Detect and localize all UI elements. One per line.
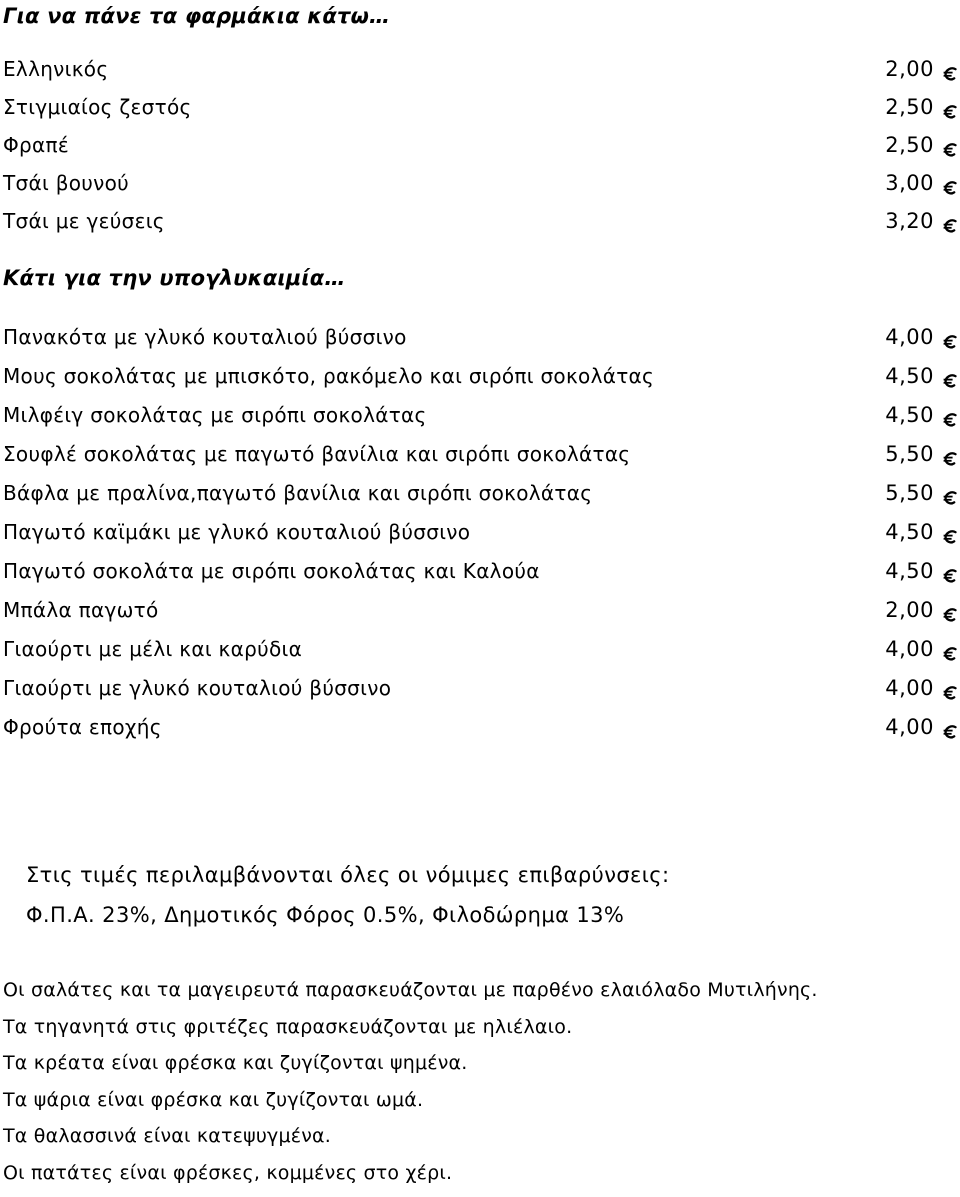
info-line: Οι πατάτες είναι φρέσκες, κομμένες στο χέρι.: [3, 1161, 453, 1184]
item-name: Παγωτό καϊμάκι με γλυκό κουταλιού βύσσινο: [3, 519, 471, 544]
menu-item: [3, 356, 957, 395]
item-price: [885, 520, 957, 544]
euro-icon: [943, 214, 957, 228]
item-price: [885, 95, 957, 119]
info-list: [3, 977, 818, 1197]
item-price: [885, 364, 957, 388]
euro-icon: [943, 369, 957, 383]
euro-icon: [943, 447, 957, 461]
euro-icon: [943, 100, 957, 114]
item-price: [885, 481, 957, 505]
info-line: Τα ψάρια είναι φρέσκα και ζυγίζονται ωμά.: [3, 1088, 424, 1111]
price-value: 4,50: [885, 363, 934, 388]
menu-item: [3, 126, 957, 164]
item-name: Στιγμιαίος ζεστός: [3, 95, 192, 119]
tax-note-line-2: Φ.Π.Α. 23%, Δημοτικός Φόρος 0.5%, Φιλοδώρημα 13%: [26, 903, 625, 927]
euro-icon: [943, 330, 957, 344]
price-value: 2,00: [885, 57, 934, 81]
info-line: Οι σαλάτες και τα μαγειρευτά παρασκευάζονται με παρθένο ελαιόλαδο Μυτιλήνης.: [3, 979, 818, 1001]
price-value: 2,50: [885, 95, 934, 119]
euro-icon: [943, 62, 957, 76]
desserts-section-title: Κάτι για την υπογλυκαιμία…: [3, 266, 346, 290]
item-name: Μιλφέιγ σοκολάτας με σιρόπι σοκολάτας: [3, 402, 427, 427]
menu-item: [3, 668, 957, 707]
euro-icon: [943, 603, 957, 617]
price-value: 3,00: [885, 171, 934, 195]
item-name: Τσάι βουνού: [3, 171, 130, 195]
menu-item: [3, 395, 957, 434]
menu-item: [3, 317, 957, 356]
menu-item: [3, 164, 957, 202]
info-line: Τα κρέατα είναι φρέσκα και ζυγίζονται ψημένα.: [3, 1052, 468, 1075]
tax-note-line-1: Στις τιμές περιλαμβάνονται όλες οι νόμιμες επιβαρύνσεις:: [26, 863, 670, 887]
item-price: [885, 403, 957, 427]
price-value: 4,50: [885, 402, 934, 427]
item-price: [885, 57, 957, 81]
euro-icon: [943, 681, 957, 695]
item-price: [885, 133, 957, 157]
item-name: Γιαούρτι με γλυκό κουταλιού βύσσινο: [3, 675, 392, 700]
price-value: 2,50: [885, 133, 934, 157]
price-value: 5,50: [885, 441, 934, 466]
menu-item: [3, 590, 957, 629]
item-price: [885, 637, 957, 661]
menu-item: [3, 473, 957, 512]
item-price: [885, 171, 957, 195]
price-value: 4,50: [885, 558, 934, 583]
item-name: Φραπέ: [3, 133, 69, 157]
item-name: Μπάλα παγωτό: [3, 597, 159, 622]
item-price: [885, 676, 957, 700]
info-line: Τα θαλασσινά είναι κατεψυγμένα.: [3, 1125, 332, 1148]
menu-item: [3, 434, 957, 473]
item-name: Φρούτα εποχής: [3, 714, 162, 739]
euro-icon: [943, 720, 957, 734]
item-price: [885, 598, 957, 622]
item-name: Παγωτό σοκολάτα με σιρόπι σοκολάτας και Καλούα: [3, 558, 540, 583]
menu-item: [3, 629, 957, 668]
desserts-list: [3, 317, 957, 746]
item-name: Γιαούρτι με μέλι και καρύδια: [3, 636, 303, 661]
euro-icon: [943, 564, 957, 578]
item-price: [885, 442, 957, 466]
price-value: 5,50: [885, 480, 934, 505]
price-value: 4,50: [885, 519, 934, 544]
item-name: Ελληνικός: [3, 57, 109, 81]
price-value: 3,20: [885, 209, 934, 233]
price-value: 4,00: [885, 675, 934, 700]
item-price: [885, 715, 957, 739]
euro-icon: [943, 408, 957, 422]
item-price: [885, 209, 957, 233]
item-name: Μους σοκολάτας με μπισκότο, ρακόμελο και σιρόπι σοκολάτας: [3, 363, 655, 388]
info-line: Τα τηγανητά στις φριτέζες παρασκευάζονται με ηλιέλαιο.: [3, 1015, 573, 1038]
euro-icon: [943, 486, 957, 500]
drinks-section-title: Για να πάνε τα φαρμάκια κάτω…: [3, 4, 391, 28]
price-value: 4,00: [885, 324, 934, 349]
euro-icon: [943, 176, 957, 190]
menu-item: [3, 202, 957, 240]
item-name: Τσάι με γεύσεις: [3, 209, 165, 233]
menu-item: [3, 707, 957, 746]
menu-item: [3, 512, 957, 551]
item-price: [885, 325, 957, 349]
drinks-list: [3, 50, 957, 240]
menu-item: [3, 551, 957, 590]
item-name: Βάφλα με πραλίνα,παγωτό βανίλια και σιρόπι σοκολάτας: [3, 480, 593, 505]
price-value: 4,00: [885, 714, 934, 739]
item-name: Σουφλέ σοκολάτας με παγωτό βανίλια και σιρόπι σοκολάτας: [3, 441, 631, 466]
item-price: [885, 559, 957, 583]
menu-item: [3, 50, 957, 88]
item-name: Πανακότα με γλυκό κουταλιού βύσσινο: [3, 324, 407, 349]
menu-item: [3, 88, 957, 126]
price-value: 4,00: [885, 636, 934, 661]
euro-icon: [943, 138, 957, 152]
euro-icon: [943, 642, 957, 656]
euro-icon: [943, 525, 957, 539]
price-value: 2,00: [885, 597, 934, 622]
